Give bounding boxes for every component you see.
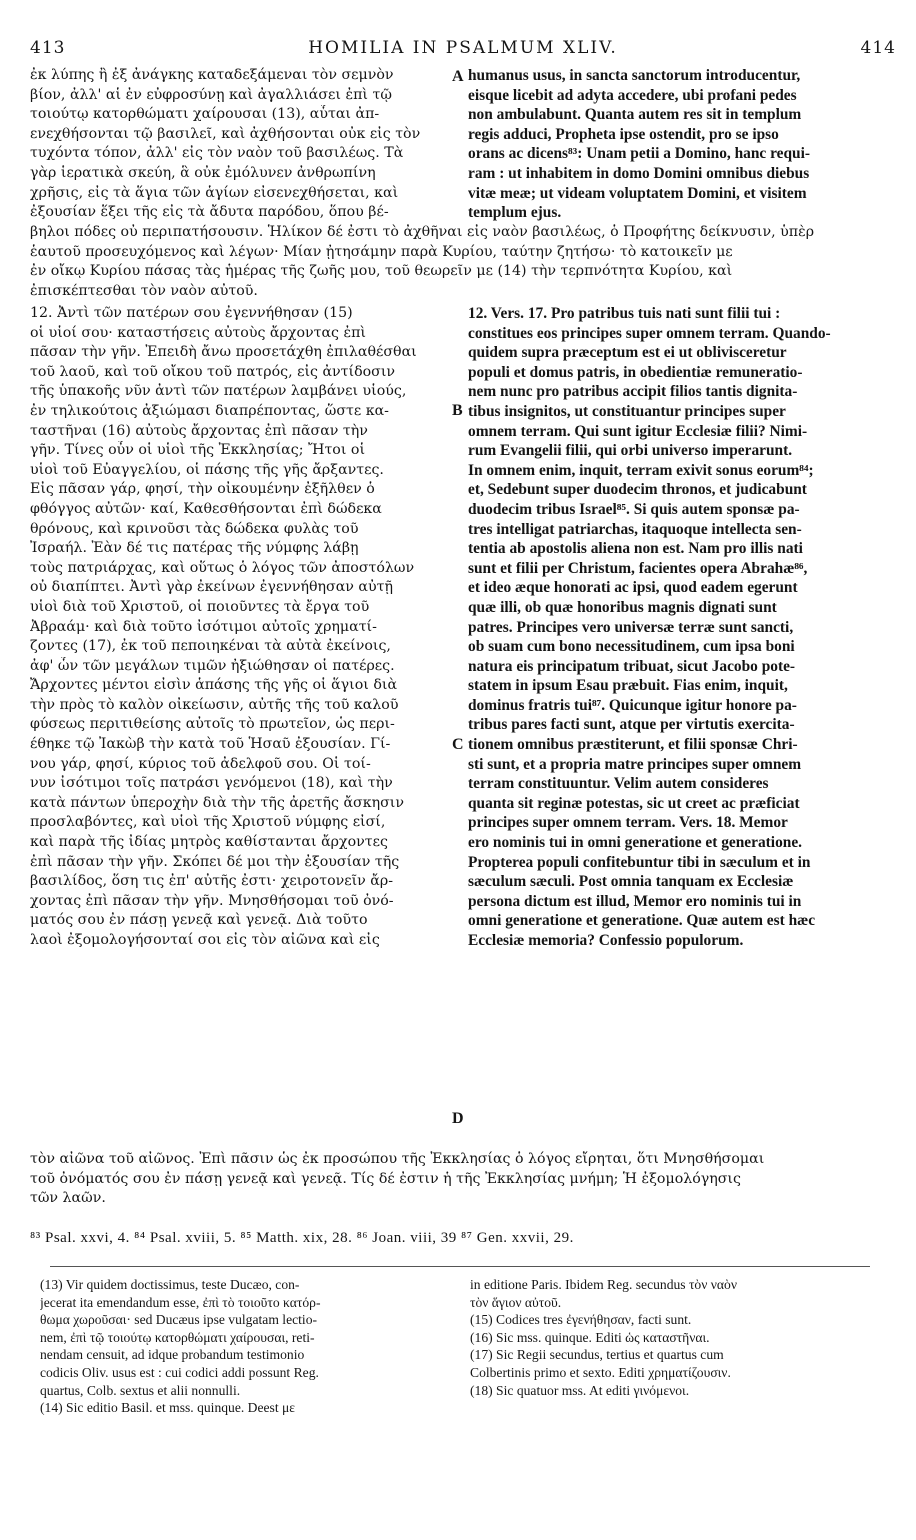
latin-text-line: duodecim tribus Israel⁸⁵. Si quis autem sponsæ pa- (468, 500, 800, 518)
latin-column-main (468, 304, 886, 951)
greek-text-line: ἀφ' ὧν τῶν μεγάλων τιμῶν ἠξιώθησαν οἱ πατέρες. (30, 657, 395, 674)
greek-text-line: τοιούτῳ κατορθώματι χαίρουσαι (13), αὗται ἀπ- (30, 106, 380, 123)
right-page-number: 414 (860, 38, 896, 58)
latin-text-line: tres intelligat patriarchas, itaquoque intellecta sen- (468, 520, 802, 538)
latin-text-line: populi et domus patris, in obedientiæ remuneratio- (468, 363, 803, 381)
page-header (30, 38, 896, 64)
latin-text-line: terram constituuntur. Velim autem consideres (468, 775, 769, 793)
latin-text-line: principes super omnem terram. Vers. 18. Memor (468, 814, 788, 832)
latin-text-line: Ecclesiæ memoria? Confessio populorum. (468, 932, 744, 949)
latin-text-line: templum ejus. (468, 204, 562, 222)
greek-text-line: ἐπισκέπτεσθαι τὸν ναὸν αὐτοῦ. (30, 282, 258, 299)
latin-text-line: patres. Principes vero universæ terræ sunt sancti, (468, 618, 794, 636)
greek-text-line: τοῦ ὀνόματός σου ἐν πάσῃ γενεᾷ καὶ γενεᾷ. Τίς δέ ἐστιν ἡ τῆς Ἐκκλησίας μνήμη; Ἡ ἐξομολόγησις (30, 1170, 741, 1187)
greek-text-line: υἱοὶ τοῦ Εὐαγγελίου, οἱ πάσης τῆς γῆς ἄρξαντες. (30, 461, 384, 478)
latin-text-line: persona dictum est illud, Memor ero nominis tui in (468, 892, 802, 910)
greek-text-line: καὶ παρὰ τῆς ἰδίας μητρὸς καθίστανται ἄρχοντες (30, 834, 388, 851)
footnote-line: in editione Paris. Ibidem Reg. secundus τὸν ναὸν (470, 1277, 737, 1292)
latin-text-line: constitues eos principes super omnem terram. Quando- (468, 324, 831, 342)
footnote-line: (17) Sic Regii secundus, tertius et quartus cum (470, 1347, 724, 1363)
greek-column-main (30, 304, 448, 951)
greek-text-line: τὴν πρὸς τὸ καλὸν οἰκείωσιν, αὐτῆς τῆς τοῦ καλοῦ (30, 696, 399, 713)
greek-text-line: οὐ διαπίπτει. Ἀντὶ γὰρ ἐκείνων ἐγεννήθησαν αὐτῇ (30, 579, 393, 596)
footnote-line: τὸν ἅγιον αὐτοῦ. (470, 1294, 562, 1310)
latin-text-line: omnem terram. Qui sunt igitur Ecclesiæ filii? Nimi- (468, 422, 808, 440)
footnote-line: jecerat ita emendandum esse, ἐπὶ τὸ τοιοῦτο κατόρ- (40, 1294, 321, 1310)
greek-text-line: νου γάρ, φησί, κύριος τοῦ ἀδελφοῦ σου. Οἱ τοί- (30, 755, 371, 772)
greek-text-line: 12. Ἀντὶ τῶν πατέρων σου ἐγεννήθησαν (15) (30, 305, 353, 321)
greek-text-line: Ἀβραάμ· καὶ διὰ τοῦτο ἰσότιμοι αὐτοῖς χρηματί- (30, 618, 377, 635)
latin-text-line: tribus pares facti sunt, atque per virtutis exercita- (468, 716, 795, 734)
latin-text-line: In omnem enim, inquit, terram exivit sonus eorum⁸⁴; (468, 461, 814, 479)
greek-text-line: νυν ἰσότιμοι τοῖς πατράσι γενόμενοι (18), καὶ τὴν (30, 775, 393, 792)
footnotes-left (40, 1276, 460, 1417)
greek-text-line: θρόνους, καὶ κρινοῦσι τὰς δώδεκα φυλὰς τοῦ (30, 520, 359, 537)
greek-full-width-2 (30, 1150, 886, 1209)
latin-text-line: quanta sit reginæ potestas, sic ut creet ac præficiat (468, 794, 800, 812)
footnote-line: Colbertinis primo et sexto. Editi χρηματίζουσιν. (470, 1364, 731, 1380)
footnote-rule (50, 1266, 870, 1267)
footnote-line: nem, ἐπὶ τῷ τοιούτῳ κατορθώματι χαίρουσαι, reti- (40, 1329, 315, 1345)
latin-text-line: sti sunt, et a propria matre principes super omnem (468, 755, 802, 773)
footnote-line: nendam censuit, ad idque probandum testimonio (40, 1347, 305, 1363)
latin-text-line: ero nominis tui in omni generatione et generatione. (468, 834, 803, 852)
latin-text-line: ob suam cum bono necessitudinem, cum ipsa boni (468, 638, 795, 656)
greek-text-line: Εἰς πᾶσαν γάρ, φησί, τὴν οἰκουμένην ἐξῆλθεν ὁ (30, 481, 375, 498)
greek-text-line: τοῦ λαοῦ, καὶ τοῦ οἴκου τοῦ πατρός, εἰς ἀντίδοσιν (30, 363, 396, 380)
greek-text-line: λαοὶ ἐξομολογήσονταί σοι εἰς τὸν αἰῶνα καὶ εἰς (30, 932, 380, 948)
greek-text-line: βασιλίδος, ὅση τις ἐπ' αὐτῆς ἐστι· χειροτονεῖν ἄρ- (30, 873, 393, 890)
greek-text-line: γῆν. Τίνες οὖν οἱ υἱοὶ τῆς Ἐκκλησίας; Ἤτοι οἱ (30, 442, 366, 459)
latin-text-line: et ideo æque honorati ac ipsi, quod eadem egerunt (468, 579, 798, 597)
greek-text-line: τοὺς πατριάρχας, καὶ οὕτως ὁ λόγος τῶν ἀποστόλων (30, 559, 415, 576)
greek-column-top (30, 66, 448, 223)
latin-text-line: natura eis principatum tribuat, sicut Jacobo pote- (468, 657, 796, 675)
greek-text-line: ἐξουσίαν ἕξει τῆς εἰς τὰ ἄδυτα παρόδου, ὅπου βέ- (30, 204, 389, 221)
greek-text-line: προσλαβόντες, καὶ υἱοὶ τῆς Χριστοῦ νύμφης εἰσί, (30, 814, 386, 831)
latin-text-line: nem nunc pro patribus accipit filios tantis dignita- (468, 383, 798, 401)
left-page-number: 413 (30, 38, 66, 58)
greek-text-line: υἱοὶ διὰ τοῦ Χριστοῦ, οἱ ποιοῦντες τὰ ἔργα τοῦ (30, 598, 370, 615)
greek-text-line: ἑαυτοῦ προσευχόμενος καὶ λέγων· Μίαν ᾐτησάμην παρὰ Κυρίου, ταύτην ζητήσω· τὸ κατοικεῖν με (30, 243, 733, 260)
greek-text-line: πᾶσαν τὴν γῆν. Ἐπειδὴ ἄνω προσετάχθη ἐπιλαθέσθαι (30, 344, 417, 361)
footnote-line: (14) Sic editio Basil. et mss. quinque. Deest με (40, 1400, 296, 1416)
latin-text-line: quæ illi, ob quæ honoribus magnis dignati sunt (468, 598, 777, 616)
section-marker-b: B (452, 402, 463, 419)
greek-text-line: ματός σου ἐν πάσῃ γενεᾷ καὶ γενεᾷ. Διὰ τοῦτο (30, 912, 368, 929)
footnote-line: codicis Oliv. usus est : cui codici addi possunt Reg. (40, 1364, 319, 1380)
latin-text-line: tibus insignitos, ut constituantur principes super (468, 402, 786, 420)
greek-text-line: ἐν οἴκῳ Κυρίου πάσας τὰς ἡμέρας τῆς ζωῆς μου, τοῦ θεωρεῖν με (14) τὴν τερπνότητα Κυρίου, καὶ (30, 263, 733, 280)
latin-text-line: rum Evangelii filii, qui orbi universo imperarunt. (468, 442, 793, 460)
greek-text-line: ἐκ λύπης ἢ ἐξ ἀνάγκης καταδεξάμεναι τὸν σεμνὸν (30, 67, 394, 83)
latin-text-line: vitæ meæ; ut videam voluptatem Domini, et visitem (468, 184, 807, 202)
latin-text-line: sunt et filii per Christum, facientes opera Abrahæ⁸⁶, (468, 559, 808, 577)
latin-text-line: eisque licebit ad adyta accedere, ubi profani pedes (468, 86, 797, 104)
footnote-line: (18) Sic quatuor mss. At editi γινόμενοι. (470, 1382, 690, 1398)
greek-text-line: τυχόντα τόπον, ἀλλ' εἰς τὸν ναὸν τοῦ βασιλέως. Τὰ (30, 145, 404, 162)
greek-text-line: φθόγγος αὐτῶν· καί, Καθεσθήσονται ἐπὶ δώδεκα (30, 500, 382, 517)
greek-text-line: ενεχθήσονται τῷ βασιλεῖ, καὶ ἀχθήσονται οὐκ εἰς τὸν (30, 125, 421, 142)
greek-full-width-1 (30, 223, 886, 301)
latin-text-line: humanus usus, in sancta sanctorum introducentur, (468, 67, 801, 84)
scripture-references: ⁸³ Psal. xxvi, 4. ⁸⁴ Psal. xviii, 5. ⁸⁵ Matth. xix, 28. ⁸⁶ Joan. viii, 39 ⁸⁷ Gen. xxvii, 29. (30, 1230, 574, 1246)
footnote-line: (13) Vir quidem doctissimus, teste Ducæo, con- (40, 1277, 300, 1292)
latin-text-line: omni generatione et generatione. Quæ autem est hæc (468, 912, 816, 930)
greek-text-line: ἐν τηλικούτοις ἀξιώμασι διαπρέποντας, ὥστε κα- (30, 402, 389, 419)
latin-text-line: statem in ipsum Esau præbuit. Fias enim, inquit, (468, 677, 788, 695)
latin-text-line: ram : ut inhabitem in domo Domini omnibus diebus (468, 164, 810, 182)
latin-text-line: Propterea populi confitebuntur tibi in sæculum et in (468, 853, 811, 871)
greek-text-line: οἱ υἱοί σου· καταστήσεις αὐτοὺς ἄρχοντας ἐπὶ (30, 324, 366, 341)
running-title: HOMILIA IN PSALMUM XLIV. (308, 38, 618, 58)
greek-text-line: Ἄρχοντες μέντοι εἰσὶν ἁπάσης τῆς γῆς οἱ ἅγιοι διὰ (30, 677, 398, 694)
greek-text-line: χρῆσις, εἰς τὰ ἅγια τῶν ἁγίων εἰσενεχθήσεται, καὶ (30, 184, 399, 201)
footnote-line: quartus, Colb. sextus et alii nonnulli. (40, 1382, 241, 1398)
latin-text-line: tentia ab apostolis aliena non est. Nam pro illis nati (468, 540, 803, 558)
latin-column-top (468, 66, 886, 223)
greek-text-line: γὰρ ἱερατικὰ σκεύη, ἃ οὐκ ἐμόλυνεν ἀνθρωπίνη (30, 164, 376, 181)
latin-text-line: non ambulabunt. Quanta autem res sit in templum (468, 106, 802, 124)
latin-text-line: dominus fratris tui⁸⁷. Quicunque igitur honore pa- (468, 696, 797, 714)
latin-text-line: 12. Vers. 17. Pro patribus tuis nati sunt filii tui : (468, 305, 781, 322)
footnote-line: (16) Sic mss. quinque. Editi ὡς καταστῆναι. (470, 1329, 710, 1345)
greek-text-line: τὸν αἰῶνα τοῦ αἰῶνος. Ἐπὶ πᾶσιν ὡς ἐκ προσώπου τῆς Ἐκκλησίας ὁ λόγος εἴρηται, ὅτι Μνησθήσομαι (30, 1151, 765, 1167)
greek-text-line: ἐπὶ πᾶσαν τὴν γῆν. Σκόπει δέ μοι τὴν ἐξουσίαν τῆς (30, 853, 400, 870)
greek-text-line: ζοντες (17), ἐκ τοῦ πεποιηκέναι τὰ αὐτὰ ἐκείνοις, (30, 638, 391, 655)
greek-text-line: χοντας ἐπὶ πᾶσαν τὴν γῆν. Μνησθήσομαι τοῦ ὀνό- (30, 892, 394, 909)
greek-text-line: βίον, ἀλλ' αἱ ἐν εὐφροσύνῃ καὶ ἀγαλλιάσει ἐπὶ τῷ (30, 86, 392, 103)
section-marker-a: A (452, 68, 464, 85)
greek-text-line: έθηκε τῷ Ἰακὼβ τὴν κατὰ τοῦ Ἡσαῦ ἐξουσίαν. Γί- (30, 736, 391, 753)
greek-text-line: τῶν λαῶν. (30, 1190, 106, 1207)
section-marker-c: C (452, 736, 464, 753)
greek-text-line: βηλοι πόδες οὐ περιπατήσουσιν. Ἡλίκον δέ ἐστι τὸ ἀχθῆναι εἰς ναὸν βασιλέως, ὁ Προφήτης δείκνυσιν, ὑπὲρ (30, 224, 815, 240)
greek-text-line: κατὰ πάντων ὑπεροχὴν διὰ τὴν τῆς ἀρετῆς ἄσκησιν (30, 794, 404, 811)
greek-text-line: Ἰσραήλ. Ἐὰν δέ τις πατέρας τῆς νύμφης λάβῃ (30, 540, 359, 557)
latin-text-line: regis adduci, Propheta ipse ostendit, pro se ipso (468, 125, 779, 143)
greek-text-line: τῆς ὑπακοῆς νῦν ἀντὶ τῶν πατέρων λαμβάνει υἱούς, (30, 383, 407, 400)
latin-text-line: tionem omnibus præstiterunt, et filii sponsæ Chri- (468, 736, 798, 754)
footnotes-right (470, 1276, 890, 1399)
latin-text-line: quidem supra præceptum est ei ut oblivisceretur (468, 344, 787, 362)
latin-text-line: et, Sedebunt super duodecim thronos, et judicabunt (468, 481, 807, 499)
footnote-line: θωμα χωροῦσαι· sed Ducæus ipse vulgatam lectio- (40, 1312, 318, 1328)
greek-text-line: φύσεως περιτιθείσης αὐτοῖς τὸ πρωτεῖον, ὡς περι- (30, 716, 395, 733)
greek-text-line: ταστῆναι (16) αὐτοὺς ἄρχοντας ἐπὶ πᾶσαν τὴν (30, 422, 368, 439)
section-marker-d: D (452, 1110, 464, 1127)
footnote-line: (15) Codices tres ἐγενήθησαν, facti sunt. (470, 1312, 692, 1328)
latin-text-line: sæculum sæculi. Post omnia tanquam ex Ecclesiæ (468, 873, 794, 891)
latin-text-line: orans ac dicens⁸³: Unam petii a Domino, hanc requi- (468, 145, 810, 163)
